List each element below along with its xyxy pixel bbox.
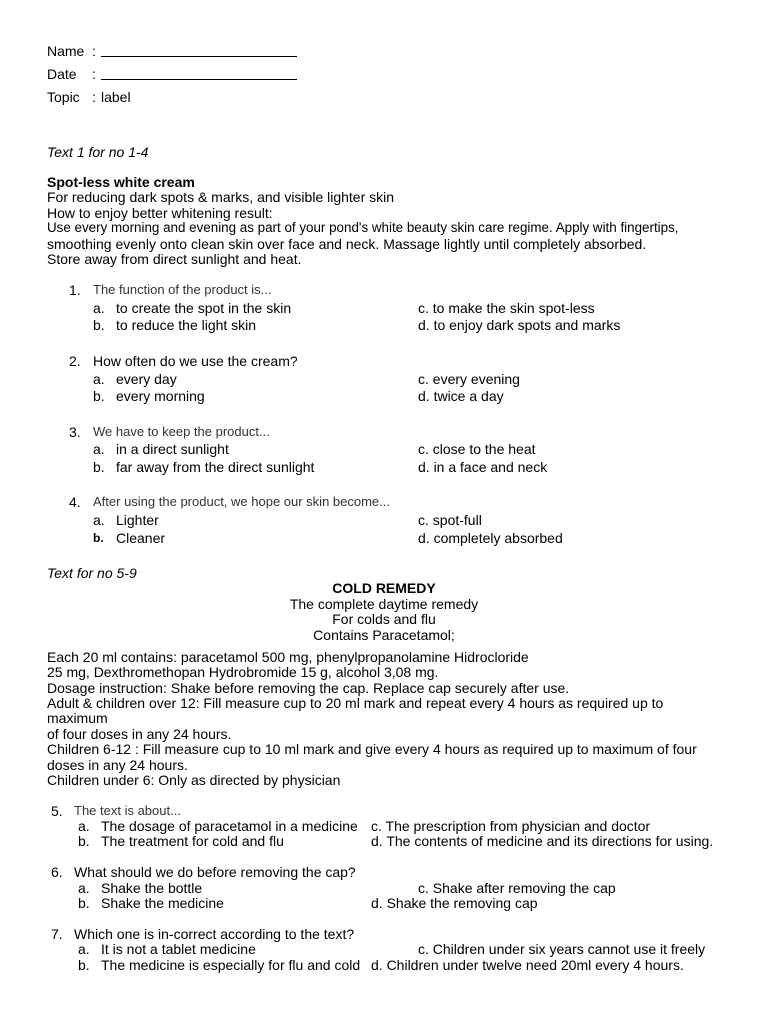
option-letter: a. [93,371,105,387]
name-colon: : [92,43,96,59]
text1-line: Store away from direct sunlight and heat. [47,251,302,267]
text1-title: Spot-less white cream [47,174,195,190]
text1-heading: Text 1 for no 1-4 [47,144,149,160]
date-colon: : [92,66,96,82]
option-a[interactable]: to create the spot in the skin [116,300,292,316]
text2-line: Each 20 ml contains: paracetamol 500 mg, phenylpropanolamine Hidrocloride [47,649,529,665]
option-b[interactable]: far away from the direct sunlight [116,459,315,475]
text2-line: maximum [47,710,108,726]
option-letter: b. [93,317,105,333]
name-row [0,43,768,59]
text2-line: Dosage instruction: Shake before removing the cap. Replace cap securely after use. [47,680,570,696]
option-letter: b. [78,957,90,973]
name-label: Name [47,43,85,59]
date-blank[interactable] [101,66,297,83]
text2-subtitle: The complete daytime remedy [289,596,479,612]
question-number: 7. [51,926,63,942]
option-a[interactable]: It is not a tablet medicine [101,941,256,957]
question-text: The function of the product is... [93,282,272,297]
option-letter: a. [93,300,105,316]
topic-label: Topic [47,89,80,105]
option-letter: a. [78,880,90,896]
topic-value: label [101,89,131,105]
option-letter: a. [78,818,90,834]
question-text: What should we do before removing the cap? [74,864,356,880]
question-number: 6. [51,864,63,880]
question-number: 5. [51,803,63,819]
text2-line: Children under 6: Only as directed by physician [47,772,341,788]
option-letter: b. [78,833,90,849]
option-c[interactable]: c. every evening [418,371,520,387]
option-d[interactable]: d. Shake the removing cap [371,895,538,911]
text1-line: For reducing dark spots & marks, and visible lighter skin [47,189,395,205]
text2-heading: Text for no 5-9 [47,565,137,581]
question-number: 2. [69,353,81,369]
option-b[interactable]: every morning [116,388,205,404]
text2-subtitle: For colds and flu [332,611,436,627]
option-b[interactable]: Cleaner [116,530,166,546]
question-text: How often do we use the cream? [93,353,298,369]
option-d[interactable]: d. The contents of medicine and its directions for using. [371,833,714,849]
name-blank[interactable] [101,43,297,60]
option-b[interactable]: to reduce the light skin [116,317,257,333]
option-c[interactable]: c. Children under six years cannot use it freely [418,941,706,957]
question-text: The text is about... [74,803,181,818]
question-number: 4. [69,494,81,510]
option-c[interactable]: c. Shake after removing the cap [418,880,616,896]
option-letter: b. [78,895,90,911]
text2-line: Children 6-12 : Fill measure cup to 10 ml mark and give every 4 hours as required up to maximum of four [47,741,697,757]
topic-row [0,89,768,105]
option-b[interactable]: Shake the medicine [101,895,224,911]
option-letter: a. [93,512,105,528]
option-c[interactable]: c. to make the skin spot-less [418,300,595,316]
question-text: Which one is in-correct according to the text? [74,926,355,942]
question-text: We have to keep the product... [93,424,270,439]
option-letter: a. [93,441,105,457]
text2-line: doses in any 24 hours. [47,757,188,773]
topic-colon: : [92,89,96,105]
text1-line: How to enjoy better whitening result: [47,205,273,221]
text2-subtitle: Contains Paracetamol; [313,627,455,643]
text1-line: Use every morning and evening as part of your pond's white beauty skin care regime. Apply with fingertips, [47,220,679,235]
option-letter: b. [93,531,104,545]
option-letter: b. [93,459,105,475]
option-a[interactable]: every day [116,371,177,387]
option-a[interactable]: in a direct sunlight [116,441,229,457]
option-d[interactable]: d. to enjoy dark spots and marks [418,317,621,333]
text2-line: 25 mg, Dexthromethopan Hydrobromide 15 g, alcohol 3,08 mg. [47,664,439,680]
option-d[interactable]: d. twice a day [418,388,504,404]
text1-line: smoothing evenly onto clean skin over face and neck. Massage lightly until completely absorbed. [47,236,647,252]
text2-title: COLD REMEDY [332,580,436,596]
option-b[interactable]: The treatment for cold and flu [101,833,284,849]
option-d[interactable]: d. in a face and neck [418,459,548,475]
option-letter: a. [78,941,90,957]
option-c[interactable]: c. close to the heat [418,441,536,457]
option-d[interactable]: d. completely absorbed [418,530,563,546]
option-c[interactable]: c. The prescription from physician and doctor [371,818,651,834]
text2-line: Adult & children over 12: Fill measure cup to 20 ml mark and repeat every 4 hours as required up to [47,695,664,711]
option-a[interactable]: Lighter [116,512,159,528]
text2-line: of four doses in any 24 hours. [47,726,232,742]
option-a[interactable]: Shake the bottle [101,880,203,896]
option-a[interactable]: The dosage of paracetamol in a medicine [101,818,358,834]
option-b[interactable]: The medicine is especially for flu and cold [101,957,361,973]
option-d[interactable]: d. Children under twelve need 20ml every 4 hours. [371,957,684,973]
date-row [0,66,768,82]
question-number: 1. [69,282,81,298]
option-c[interactable]: c. spot-full [418,512,482,528]
question-text: After using the product, we hope our skin become... [93,494,391,509]
date-label: Date [47,66,77,82]
question-number: 3. [69,424,81,440]
option-letter: b. [93,388,105,404]
